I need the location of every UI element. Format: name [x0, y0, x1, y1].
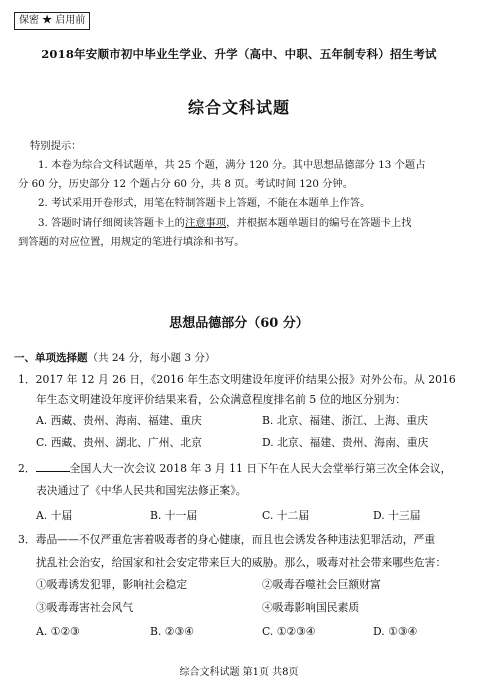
q3-option-d: D. ①③④ — [373, 625, 418, 638]
q3-statement-2: ②吸毒吞噬社会巨额财富 — [262, 578, 381, 591]
notice-heading: 特别提示： — [30, 140, 82, 152]
q3-option-c: C. ①②③④ — [262, 625, 316, 638]
q2-line-1 — [18, 461, 451, 476]
section-title: 思想品德部分（60 分） — [169, 316, 309, 331]
q1-option-a: A. 西藏、贵州、海南、福建、重庆 — [36, 414, 202, 427]
q1-option-d: D. 北京、福建、贵州、海南、重庆 — [262, 436, 429, 449]
notice-item-2: 2. 考试采用开卷形式，用笔在特制答题卡上答题，不能在本题单上作答。 — [38, 197, 371, 209]
q3-option-a: A. ①②③ — [36, 625, 80, 638]
q3-line-1: 3．毒品——不仅严重危害着吸毒者的身心健康，而且也会诱发各种违法犯罪活动，严重 — [18, 533, 436, 546]
exam-header: 2018年安顺市初中毕业生学业、升学（高中、中职、五年制专科）招生考试 — [41, 47, 437, 61]
q3-statement-1: ①吸毒诱发犯罪，影响社会稳定 — [36, 578, 188, 591]
part-one-heading — [14, 350, 215, 365]
q2-line-1-text: 全国人大一次会议 2018 年 3 月 11 日下午在人民大会堂举行第三次全体会议， — [69, 462, 452, 475]
q2-option-b: B. 十一届 — [150, 509, 198, 522]
notice-item-1-line-1: 1. 本卷为综合文科试题单，共 25 个题，满分 120 分。其中思想品德部分 13 个题占 — [38, 159, 426, 171]
part-one-title: 一、单项选择题 — [14, 352, 88, 364]
notice-attention-underlined: 注意事项 — [184, 217, 227, 229]
notice-item-3-line-2: 到答题的对应位置，用规定的笔进行填涂和书写。 — [18, 236, 245, 248]
q2-option-a: A. 十届 — [36, 509, 73, 522]
q3-statement-3: ③吸毒毒害社会风气 — [36, 601, 134, 614]
q1-line-1: 1．2017 年 12 月 26 日，《2016 年生态文明建设年度评价结果公报》对外公布。从 2016 — [18, 373, 456, 386]
paper-title: 综合文科试题 — [187, 98, 290, 117]
q2-answer-blank — [36, 461, 70, 472]
q2-option-c: C. 十二届 — [262, 509, 310, 522]
notice-item-3-pre: 3. 答题时请仔细阅读答题卡上的 — [38, 217, 185, 229]
notice-item-1-line-2: 分 60 分，历史部分 12 个题占分 60 分，共 8 页。考试时间 120 分钟。 — [18, 178, 354, 190]
q2-line-2: 表决通过了《中华人民共和国宪法修正案》。 — [36, 484, 247, 497]
q1-line-2: 年生态文明建设年度评价结果来看，公众满意程度排名前 5 位的地区分别为： — [36, 393, 407, 406]
confidential-label: 保密 ★ 启用前 — [14, 12, 90, 30]
page-footer: 综合文科试题 第1页 共8页 — [179, 667, 299, 678]
q2-option-d: D. 十三届 — [373, 509, 421, 522]
part-one-note: （共 24 分，每小题 3 分） — [87, 352, 216, 364]
q3-statement-4: ④吸毒影响国民素质 — [262, 601, 360, 614]
q2-number: 2． — [18, 462, 36, 475]
q3-option-b: B. ②③④ — [150, 625, 194, 638]
q1-option-c: C. 西藏、贵州、湖北、广州、北京 — [36, 436, 202, 449]
q3-line-2: 扰乱社会治安，给国家和社会安定带来巨大的威胁。那么，吸毒对社会带来哪些危害： — [36, 556, 447, 569]
q1-option-b: B. 北京、福建、浙江、上海、重庆 — [262, 414, 428, 427]
notice-item-3-line-1 — [38, 216, 412, 230]
notice-item-3-post: ，并根据本题单题目的编号在答题卡上找 — [226, 217, 412, 229]
